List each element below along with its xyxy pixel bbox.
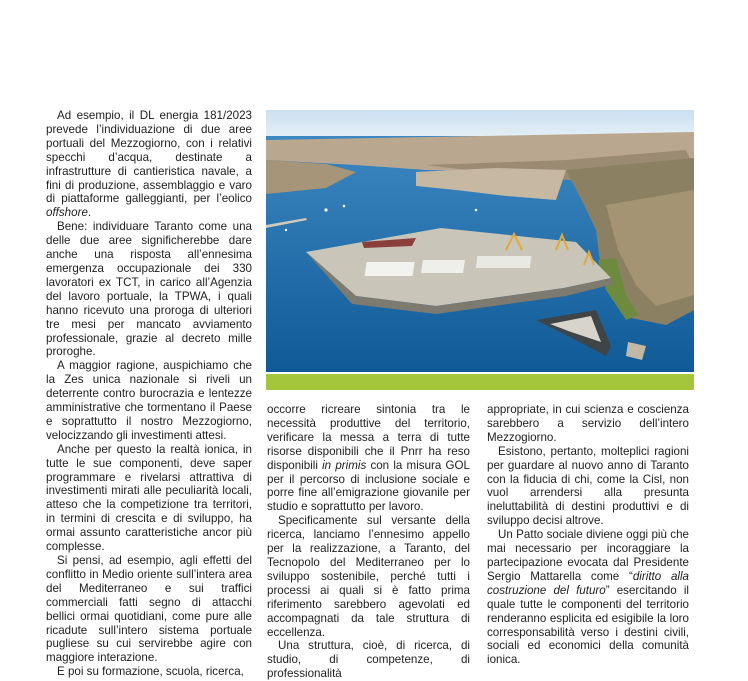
paragraph: Bene: individuare Taranto come una delle due aree significherebbe dare anche una risposta all’ennesima emergenza occupazionale dei 330 lavoratori ex TCT, in carico all’Agenzia del lavoro portuale, la TPWA, i quali hanno ricevuto una proroga di ulteriori tre mesi per mancato avviamento professionale, grazie al decreto mille proroghe. <box>46 220 252 359</box>
paragraph-text: Ad esempio, il DL energia 181/2023 prevede l’individuazione di due aree portuali del Mezzogiorno, con i relativi specchi d’acqua, destinate a infrastrutture di cantieristica navale, a fini di produzione, assemblaggio e varo di piattaforme galleggianti, per l’eolico <box>46 109 252 206</box>
paragraph <box>46 109 252 220</box>
paragraph-text: ” esercitando il quale tutte le componenti del territorio renderanno esplicita ed esigibile la loro corresponsabilità verso i destini civili, sociali ed economici della comunità ionica. <box>487 583 689 667</box>
paragraph-text: occorre ricreare sintonia tra le necessità produttive del territorio, verificare la messa a terra di tutte risorse disponibili che il Pnrr ha reso disponibili <box>267 403 470 472</box>
italic-term: in primis <box>322 458 367 472</box>
paragraph: A maggior ragione, auspichiamo che la Zes unica nazionale si riveli un deterrente contro burocrazia e lentezze amministrative che tormentano il Paese e soprattutto il nostro Mezzogiorno, velocizzando gli investimenti attesi. <box>46 359 252 442</box>
paragraph-text: con la misura GOL per il percorso di inclusione sociale e porre fine all’emigrazione giovanile per studio e soprattutto per lavoro. <box>267 458 470 514</box>
paragraph: Specificamente sul versante della ricerca, lanciamo l’ennesimo appello per la realizzazione, a Taranto, del Tecnopolo del Mediterraneo per lo sviluppo sostenibile, perché tutti i processi ai quali si è fatto prima riferimento sarebbero agevolati ed accompagnati da tale struttura di eccellenza. <box>267 514 470 639</box>
paragraph-text: . <box>87 206 92 220</box>
harbor-aerial-photo <box>266 110 694 372</box>
italic-term: offshore <box>46 206 88 220</box>
accent-bar <box>266 374 694 390</box>
paragraph: E poi su formazione, scuola, ricerca, <box>57 665 244 679</box>
article-column-2 <box>267 403 470 681</box>
paragraph: Si pensi, ad esempio, agli effetti del conflitto in Medio oriente sull’intera area del Mediterraneo e sui traffici commerciali fatti segno di attacchi bellici ormai quotidiani, come pure alle ricadute sull’intero sistema portuale pugliese su cui servirebbe agire con maggiore interazione. <box>46 554 252 665</box>
paragraph: Una struttura, cioè, di ricerca, di studio, di competenze, di professionalità <box>267 639 470 681</box>
article-column-1 <box>46 109 252 679</box>
article-column-3 <box>487 403 689 667</box>
paragraph: Anche per questo la realtà ionica, in tutte le sue componenti, deve saper programmare e rivelarsi attrattiva di investimenti mirati alle peculiarità locali, atteso che la competizione tra territori, in termini di crescita e di sviluppo, ha ormai assunto caratteristiche ancor più complesse. <box>46 442 252 554</box>
paragraph <box>267 403 470 514</box>
paragraph: appropriate, in cui scienza e coscienza sarebbero a servizio dell’intero Mezzogiorno. <box>487 403 689 444</box>
paragraph: Esistono, pertanto, molteplici ragioni per guardare al nuovo anno di Taranto con la fiducia di chi, come la Cisl, non vuol arrendersi alla presunta ineluttabilità di destini produttivi e di sviluppo decisi altrove. <box>487 444 689 528</box>
italic-quote: diritto alla costruzione del futuro <box>487 569 689 597</box>
paragraph <box>487 528 689 667</box>
paragraph-text: Un Patto sociale diviene oggi più che mai necessario per incoraggiare la partecipazione evocata dal Presidente Sergio Mattarella come “ <box>487 528 689 583</box>
harbor-photo-icon <box>266 110 694 372</box>
